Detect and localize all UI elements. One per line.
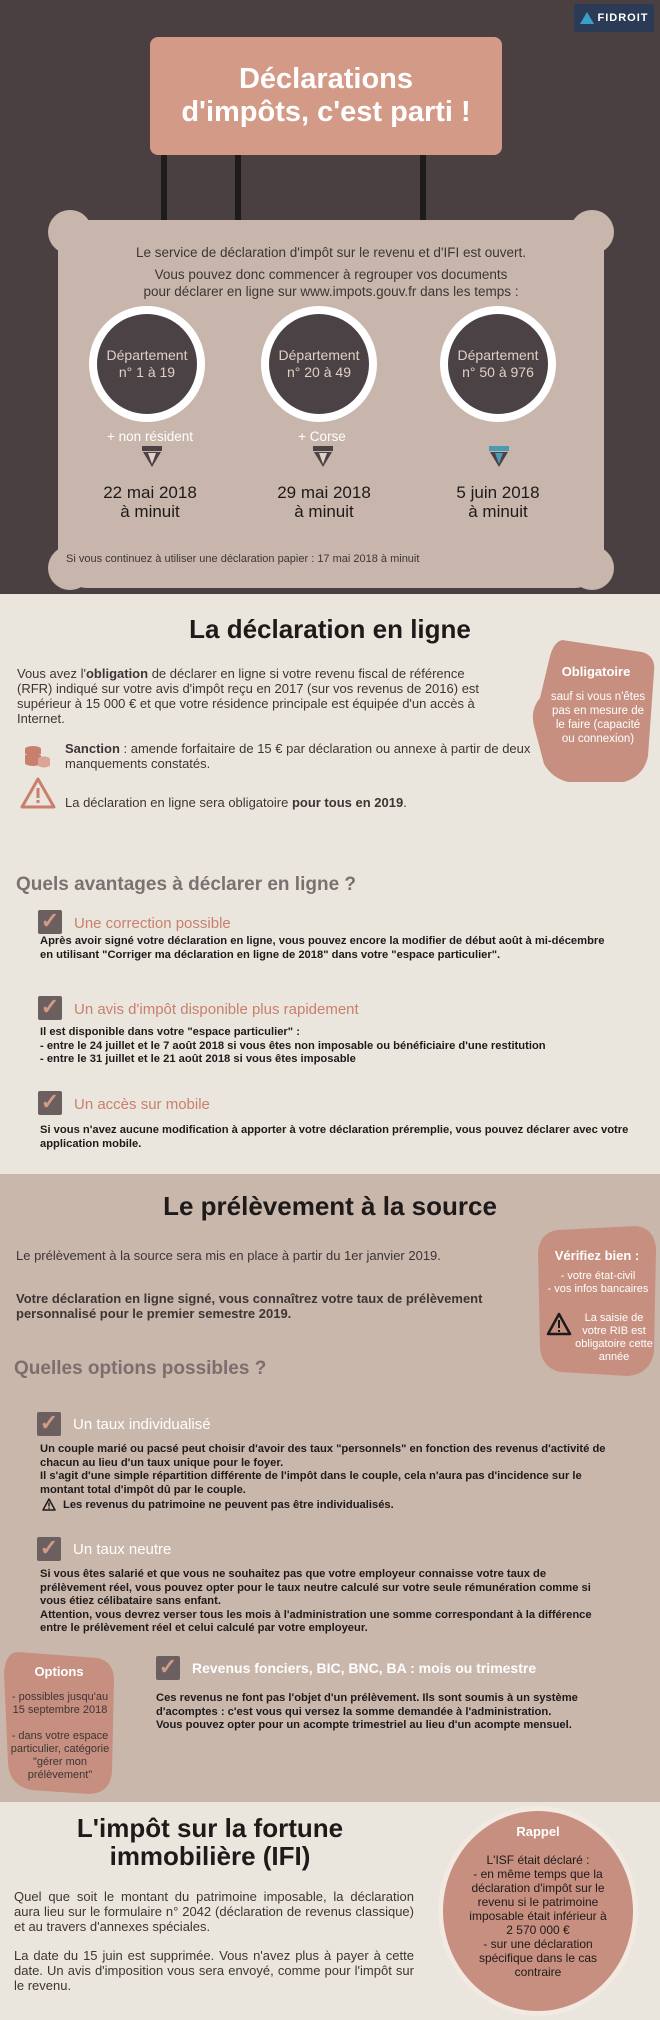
deadline-date-1: 22 mai 2018 [103,483,197,502]
advantage-1-text: Après avoir signé votre déclaration en ligne, vous pouvez encore la modifier de début août à mi-décembre en utilisant "Corriger ma déclaration en ligne de 2018" dans votre "espace particulier". [40,935,605,961]
obligation-text [17,666,487,726]
withholding-rate-note: Votre déclaration en ligne signé, vous connaîtrez votre taux de prélèvement personnalisé pour le premier semestre 2019. [16,1291,483,1321]
sanction-bold: Sanction [65,741,120,756]
coins-icon [22,741,52,771]
check-icon: ✓ [37,1412,61,1436]
department-1-badge [89,306,205,422]
logo-mark-icon [580,12,594,24]
paper-declaration-note: Si vous continuez à utiliser une déclaration papier : 17 mai 2018 à minuit [66,553,420,565]
page-title: Déclarations d'impôts, c'est parti ! [181,63,471,128]
check-icon: ✓ [38,996,62,1020]
department-2-badge [261,306,377,422]
warning-icon [20,777,56,809]
option-2-text: Si vous êtes salarié et que vous ne souhaitez pas que votre employeur connaisse votre taux de prélèvement réel, vous pouvez opter pour le taux neutre calculé sur votre seule rémunération comme si vous étiez célibataire sans enfant. Attention, vous devrez verser tous les mois à l'administration une somme correspondant à la différence entre le prélèvement réel et celui calculé par votre employeur. [40,1568,592,1634]
department-2-note: + Corse [298,429,346,444]
check-icon: ✓ [37,1537,61,1561]
deadline-time-3: à minuit [468,502,528,521]
obligatoire-title: Obligatoire [561,664,631,679]
options-badge-title: Options [34,1664,84,1679]
mandatory-bold: pour tous en 2019 [291,795,404,810]
ifi-paragraph-1: Quel que soit le montant du patrimoine imposable, la déclaration aura lieu sur le formulaire n° 2042 (déclaration de revenus classique) et au travers d'annexes spéciales. [14,1889,414,1934]
department-1-label: Département n° 1 à 19 [97,314,197,414]
deadline-time-1: à minuit [120,502,180,521]
sign-post-left [161,150,167,226]
online-section-title: La déclaration en ligne [189,614,471,644]
verifiez-warning: La saisie de votre RIB est obligatoire cette année [575,1312,653,1363]
department-3-label: Département n° 50 à 976 [448,314,548,414]
department-2-label: Département n° 20 à 49 [269,314,369,414]
option-3-text: Ces revenus ne font pas l'objet d'un prélèvement. Ils sont soumis à un système d'acomptes : c'est vous qui versez la somme demandée à l'administration. Vous pouvez opter pour un acompte trimestriel au lieu d'un acompte mensuel. [156,1692,578,1731]
check-icon: ✓ [38,910,62,934]
rappel-title: Rappel [516,1824,560,1839]
withholding-title: Le prélèvement à la source [163,1191,497,1221]
arrow-down-icon [313,446,333,468]
advantage-3-title: Un accès sur mobile [74,1096,210,1113]
advantage-1-title: Une correction possible [74,915,231,932]
sanction-text [65,741,535,771]
withholding-intro: Le prélèvement à la source sera mis en place à partir du 1er janvier 2019. [16,1248,441,1263]
option-3-title: Revenus fonciers, BIC, BNC, BA : mois ou trimestre [192,1660,537,1676]
sanction-detail: : amende forfaitaire de 15 € par déclaration ou annexe à partir de deux manquements constatés. [65,741,531,771]
mandatory-2019-text [65,795,535,810]
sign-post-right [420,150,426,226]
rappel-text: L'ISF était déclaré : - en même temps que la déclaration d'impôt sur le revenu si le patrimoine imposable était inférieur à 2 570 000 € - sur une déclaration spécifique dans le cas contraire [469,1853,607,1979]
fidroit-logo [574,4,654,32]
intro-line-3: pour déclarer en ligne sur www.impots.gouv.fr dans les temps : [143,284,519,299]
arrow-down-icon [142,446,162,468]
ifi-title: L'impôt sur la fortune immobilière (IFI) [76,1813,344,1871]
title-sign [150,37,502,155]
option-2-title: Un taux neutre [73,1541,172,1558]
verifiez-items: - votre état-civil - vos infos bancaires [547,1270,649,1295]
department-1-note: + non résident [107,429,193,444]
advantage-2-title: Un avis d'impôt disponible plus rapidement [74,1001,359,1018]
check-icon: ✓ [156,1656,180,1680]
department-3-badge [440,306,556,422]
advantage-3-text: Si vous n'avez aucune modification à apporter à votre déclaration préremplie, vous pouvez déclarer avec votre application mobile. [40,1124,629,1150]
warning-icon [546,1312,572,1336]
check-icon: ✓ [38,1091,62,1115]
logo-text: FIDROIT [597,12,649,24]
arrow-down-icon [489,446,509,468]
mandatory-pre: La déclaration en ligne sera obligatoire [65,795,292,810]
obligation-post: de déclarer en ligne si votre revenu fiscal de référence (RFR) indiqué sur votre avis d'impôt reçu en 2017 (sur vos revenus de 2016) est supérieur à 15 000 € et que votre résidence principale est équipée d'un accès à Internet. [17,666,480,726]
option-1-title: Un taux individualisé [73,1416,211,1433]
advantages-title: Quels avantages à déclarer en ligne ? [16,874,357,895]
warning-icon [42,1498,56,1511]
deadline-date-2: 29 mai 2018 [277,483,371,502]
deadline-time-2: à minuit [294,502,354,521]
obligatoire-text: sauf si vous n'êtes pas en mesure de le faire (capacité ou connexion) [550,691,646,745]
deadline-date-3: 5 juin 2018 [456,483,540,502]
options-badge-text: - possibles jusqu'au 15 septembre 2018 - dans votre espace particulier, catégorie "gérer mon prélèvement" [10,1691,110,1781]
sign-post-mid [235,150,241,226]
intro-line-2: Vous pouvez donc commencer à regrouper vos documents [154,267,508,282]
obligation-pre: Vous avez l' [17,666,86,681]
options-title: Quelles options possibles ? [14,1358,267,1379]
mandatory-post: . [403,795,407,810]
intro-line-1: Le service de déclaration d'impôt sur le revenu et d'IFI est ouvert. [135,245,527,260]
obligation-bold: obligation [85,666,149,681]
advantage-2-text: Il est disponible dans votre "espace particulier" : - entre le 24 juillet et le 7 août 2018 si vous êtes non imposable ou bénéficiaire d'une restitution - entre le 31 juillet et le 21 août 2018 si vous êtes imposable [40,1026,546,1065]
verifiez-title: Vérifiez bien : [554,1248,640,1263]
option-1-text: Un couple marié ou pacsé peut choisir d'avoir des taux "personnels" en fonction des revenus d'activité de chacun au lieu d'un taux unique pour le foyer. Il s'agit d'une simple répartition différente de l'impôt dans le couple, cela n'aura pas d'incidence sur le montant total d'impôt dû par le couple. [40,1443,606,1496]
option-1-warning: Les revenus du patrimoine ne peuvent pas être individualisés. [63,1499,394,1511]
ifi-paragraph-2: La date du 15 juin est supprimée. Vous n'avez plus à payer à cette date. Un avis d'imposition vous sera envoyé, comme pour l'impôt sur le revenu. [14,1948,414,1993]
